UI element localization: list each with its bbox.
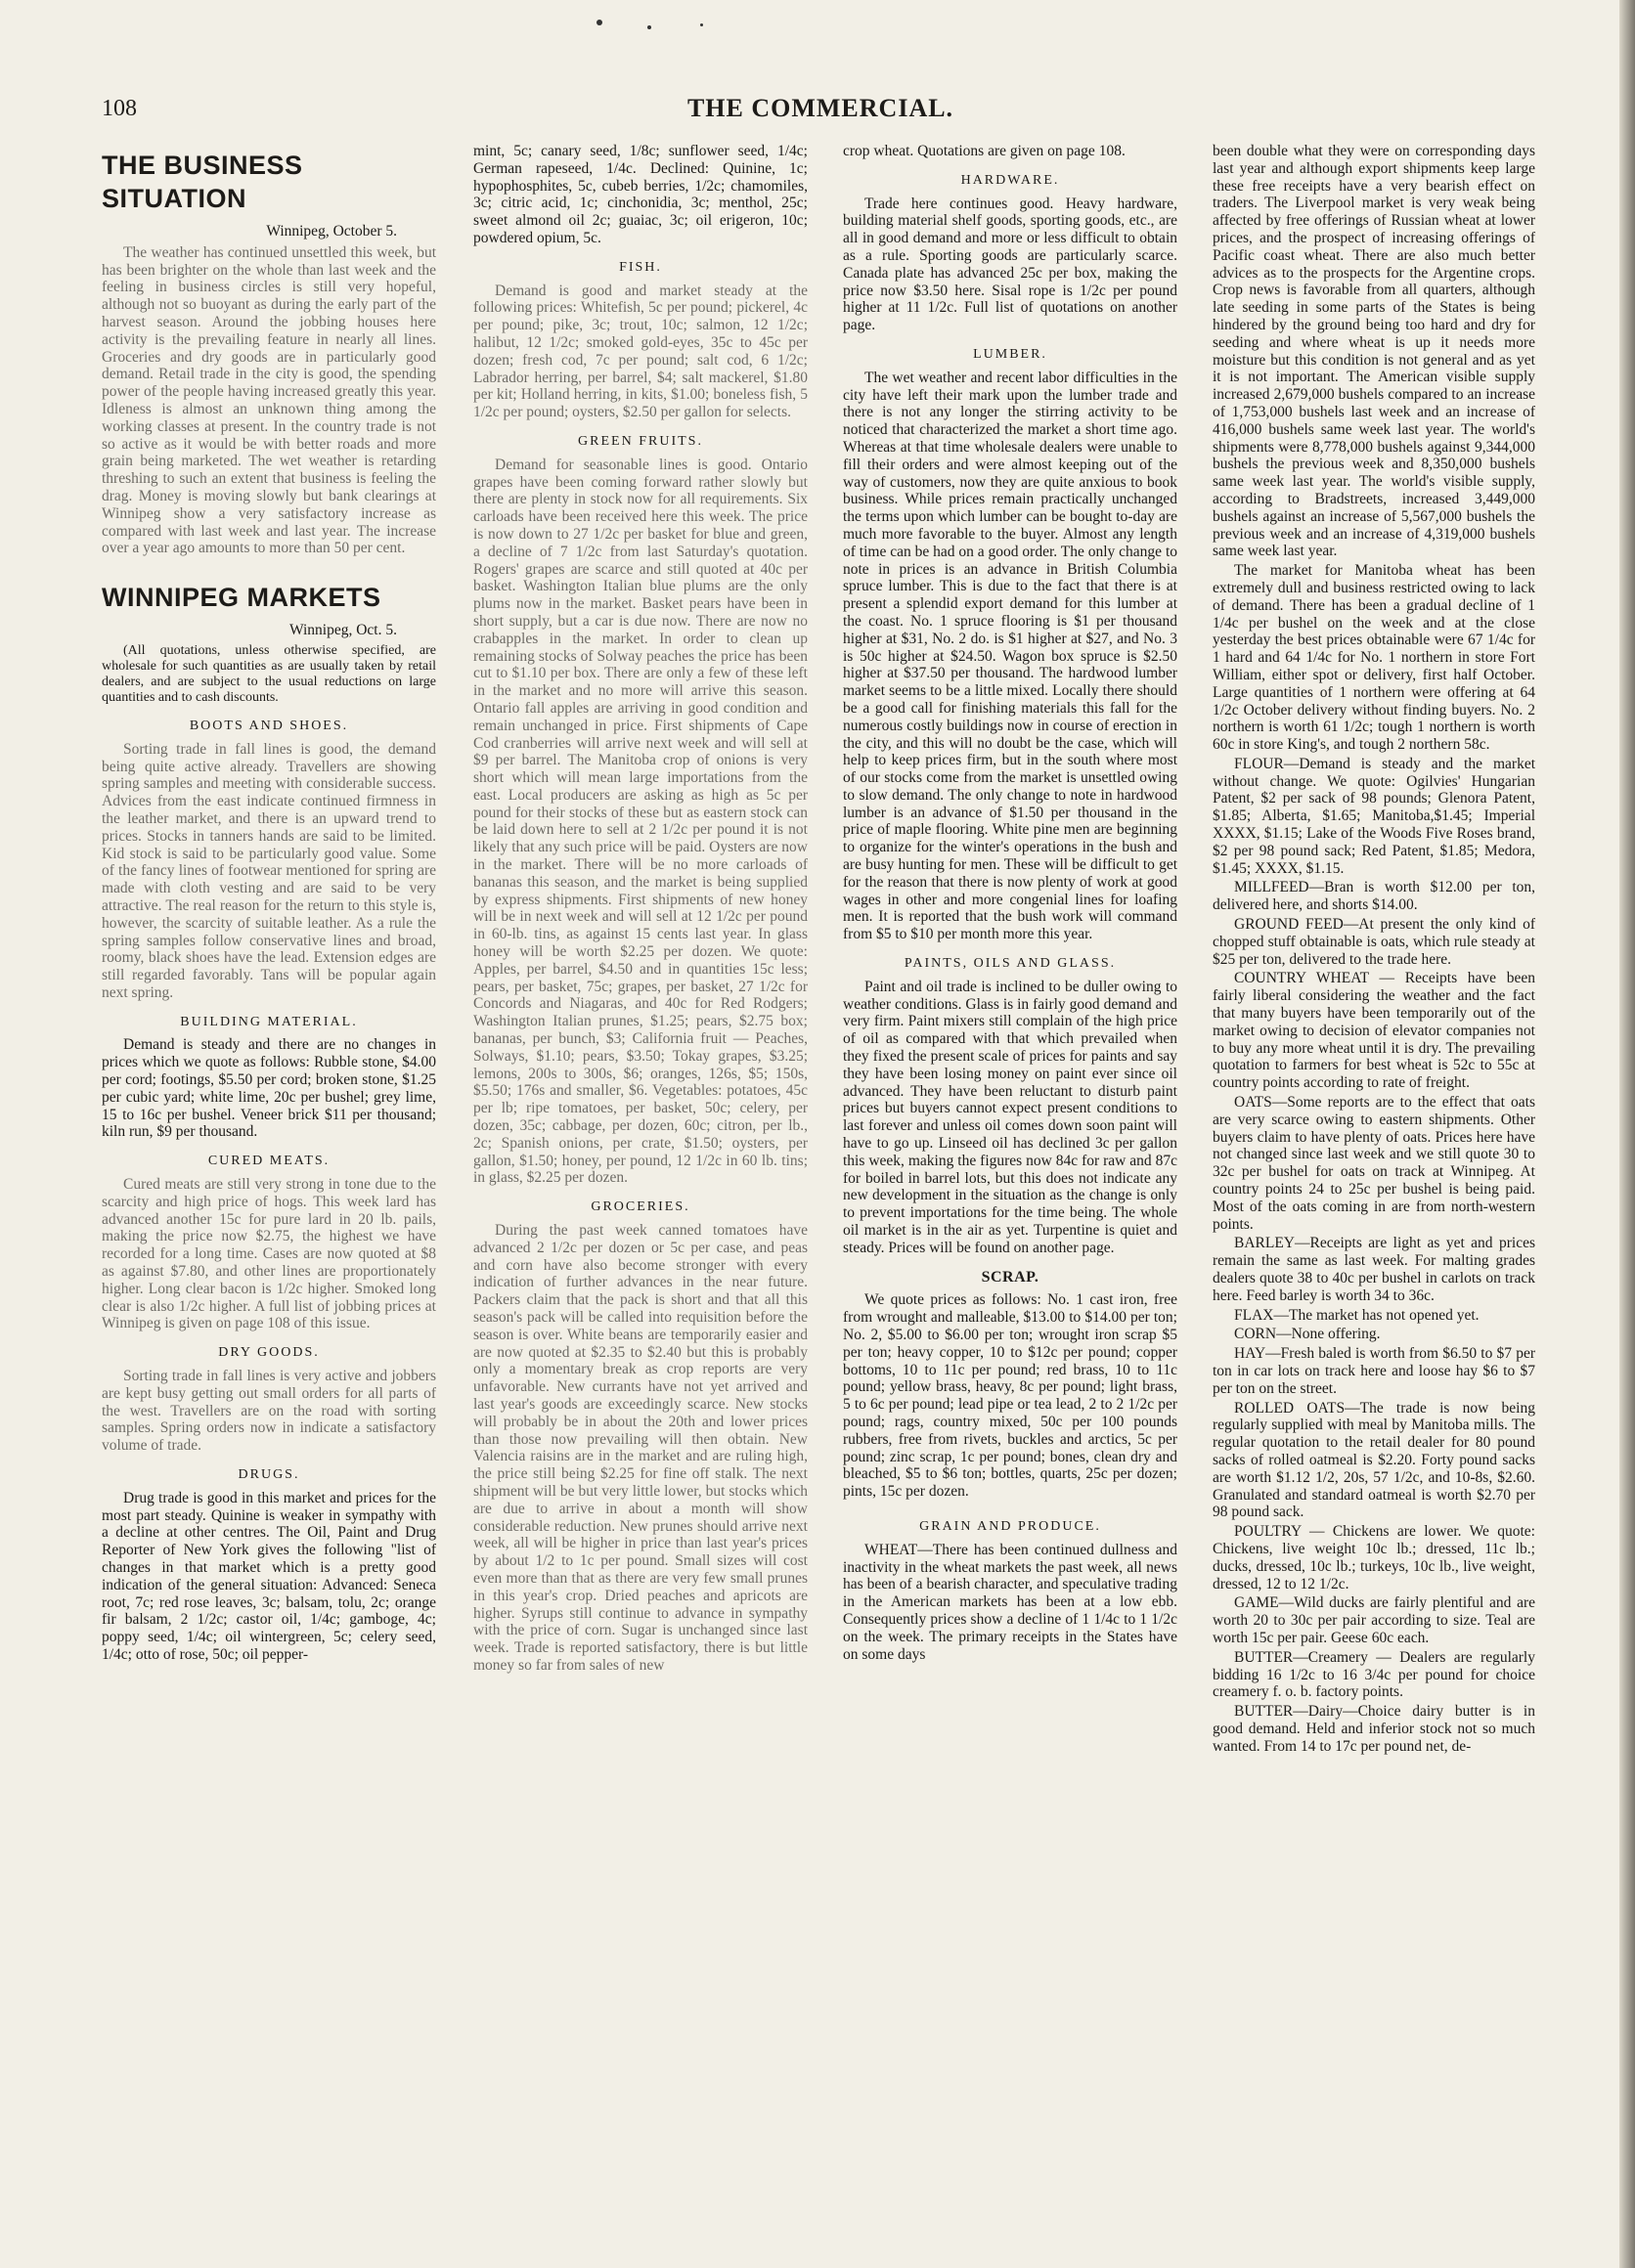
column-4 bbox=[1213, 143, 1535, 2245]
column-2 bbox=[473, 143, 808, 2245]
subhead-groceries: GROCERIES. bbox=[591, 1199, 690, 1215]
quotations-note: (All quotations, unless otherwise specified, are wholesale for such quantities as are usually taken by retail dealers, and are subject to the usual reductions on large quantities and to cash discounts. bbox=[102, 642, 436, 705]
business-article bbox=[102, 244, 436, 557]
section-title-business-situation: THE BUSINESS SITUATION bbox=[102, 151, 303, 213]
subhead-fish: FISH. bbox=[619, 259, 662, 275]
article-text: Demand for seasonable lines is good. Ontario grapes have been coming forward rather slowly but there are plenty in stock now for all requirements. Six carloads have been received here this week. The price is now down to 27 1/2c per basket for blue and green, a decline of 7 1/2c from last Saturday's quotation. Rogers' grapes are scarce and still quoted at 40c per basket. Washington Italian blue plums are the only plums now in the market. Basket pears have been in short supply, but a car is due now. There are now no crabapples in the market. In order to clean up remaining stocks of Solway peaches the price has been cut to $1.10 per box. There are only a few of these left in the market and no more will arrive this season. Ontario fall apples are arriving in good condition and remain unchanged in price. First shipments of Cape Cod cranberries will arrive next week and will sell at $9 per barrel. The Manitoba crop of onions is very short which will mean large importations from the east. Local producers are asking as high as 5c per pound for their stocks of these but as eastern stock can be laid down here to sell at 2 1/2c per pound it is not likely that any such price will be paid. Oysters are now in the market. There will be no more carloads of bananas this season, and the market is being supplied by express shipments. First shipments of new honey will be in next week and will sell at 12 1/2c per pound in 60-lb. tins, as against 15 cents last year. In glass honey will be worth $2.25 per dozen. We quote: Apples, per barrel, $4.50 and in quantities 15c less; pears, per basket, 75c; grapes, per basket, 27 1/2c for Concords and Niagaras, and 40c for Red Rodgers; Washington Italian prunes, $1.25; pears, $2.75 box; bananas, per bunch, $3; California fruit — Peaches, Solways, $1.10; pears, $3.50; Tokay grapes, $3.25; lemons, 200s to 300s, $6; oranges, 126s, $5; 150s, $5.50; 176s and smaller, $6. Vegetables: potatoes, 45c per lb; ripe tomatoes, per basket, 50c; celery, per dozen, 35c; cabbage, per dozen, 60c; citron, per lb., 2c; Spanish onions, per crate, $1.50; oysters, per gallon, $1.50; honey, per pound, 12 1/2c in 60 lb. tins; in glass, $2.25 per dozen. bbox=[473, 456, 808, 1187]
market-item-butter-creamery: BUTTER—Creamery — Dealers are regularly bidding 16 1/2c to 16 3/4c per pound for choice creamery f. o. b. factory points. bbox=[1213, 1648, 1535, 1701]
article-text: Demand is steady and there are no changes in prices which we quote as follows: Rubble stone, $4.00 per cord; footings, $5.50 per cord; broken stone, $1.25 per cubic yard; white lime, 20c per bushel; grey lime, 15 to 16c per bushel. Veneer brick $11 per thousand; kiln run, $9 per thousand. bbox=[102, 1036, 436, 1141]
page-header bbox=[102, 90, 1539, 123]
subhead-lumber: LUMBER. bbox=[973, 346, 1047, 362]
subhead-scrap: SCRAP. bbox=[981, 1268, 1039, 1286]
market-item-barley: BARLEY—Receipts are light as yet and prices remain the same as last week. For malting grades dealers quote 38 to 40c per bushel in carlots on track here. Feed barley is worth 34 to 36c. bbox=[1213, 1235, 1535, 1304]
dateline: Winnipeg, October 5. bbox=[266, 223, 397, 240]
article-text: Sorting trade in fall lines is good, the demand being quite active already. Travellers are showing spring samples and meeting with considerable success. Advices from the east indicate continued firmness in the leather market, and there is an upward trend to prices. Stocks in tanners hands are said to be limited. Kid stock is said to be particularly good value. Some of the fancy lines of footwear mentioned for spring are made with cloth vesting and are said to be very attractive. The real reason for the return to this style is, however, the scarcity of suitable leather. As a rule the spring samples follow conservative lines and broad, roomy, black shoes have the lead. Extension edges are still regarded favorably. Tans will be popular again next spring. bbox=[102, 740, 436, 1001]
market-item-butter-dairy: BUTTER—Dairy—Choice dairy butter is in good demand. Held and inferior stock not so much wanted. From 14 to 17c per pound net, de- bbox=[1213, 1703, 1535, 1755]
article-text: The wet weather and recent labor difficulties in the city have left their mark upon the lumber trade and there is not any longer the stirring activity to be noticed that characterized the market a short time ago. Whereas at that time wholesale dealers were unable to fill their orders and were almost keeping out of the way of customers, now they are quite anxious to book business. While prices remain practically unchanged the terms upon which lumber can be bought to-day are much more favorable to the buyer. Almost any length of time can be had on a good order. The only change to note in prices is an advance in British Columbia spruce lumber. This is due to the fact that there is at present a splendid export demand for this lumber at the coast. No. 1 spruce flooring is $1 per thousand higher at $31, No. 2 do. is $1 higher at $27, and No. 3 is 50c higher at $24.50. Wagon box spruce is $2.50 higher at $37.50 per thousand. The hardwood lumber market seems to be a little mixed. Locally there should be a good call for finishing materials this fall for the numerous costly buildings now in course of erection in the city, and this will no doubt be the case, which will help to keep prices firm, but in the south where most of our stocks come from the market is unsettled owing to slow demand. The only change to note in hardwood lumber is an advance of $1.50 per thousand in the price of maple flooring. White pine men are beginning to organize for the winter's operations in the bush and are busy hunting for men. These will be difficult to get for the reason that there is now plenty of work at good wages in other and more congenial lines for loafing men. It is reported that the bush work will command from $5 to $10 per month more this year. bbox=[843, 369, 1177, 943]
market-item-ground-feed: GROUND FEED—At present the only kind of chopped stuff obtainable is oats, which rule steady at $25 per ton, delivered to the trade here. bbox=[1213, 916, 1535, 968]
article-text: Demand is good and market steady at the following prices: Whitefish, 5c per pound; pickerel, 4c per pound; pike, 3c; trout, 10c; salmon, 12 1/2c; halibut, 12 1/2c; smoked gold-eyes, 35c to 45c per dozen; fresh cod, 7c per pound; salt cod, 6 1/2c; Labrador herring, per barrel, $4; salt mackerel, $1.80 per kit; Holland herring, in kits, $1.00; boneless fish, 5 1/2c per pound; oysters, $2.50 per gallon for selects. bbox=[473, 282, 808, 421]
section-title-winnipeg-markets: WINNIPEG MARKETS bbox=[102, 583, 381, 613]
market-item-flax: FLAX—The market has not opened yet. bbox=[1234, 1306, 1480, 1324]
article-text: The market for Manitoba wheat has been extremely dull and business restricted owing to lack of demand. There has been a gradual decline of 1 1/4c per bushel on the week and at the close yesterday the best prices obtainable were 67 1/4c for 1 hard and 64 1/4c for No. 1 northern in store Fort William, either spot or delivery, first half October. Large quantities of 1 northern were offering at 64 1/2c October delivery without finding buyers. No. 2 northern is worth 61 1/2c; tough 1 northern is worth 60c in store King's, and tough 2 northern 58c. bbox=[1213, 562, 1535, 754]
market-item-rolled-oats: ROLLED OATS—The trade is now being regularly supplied with meal by Manitoba mills. The regular quotation to the retail dealer for 80 pound sacks of rolled oatmeal is $2.20. Forty pound sacks are worth $1.12 1/2, 20s, 57 1/2c, and 10-8s, $2.60. Granulated and standard oatmeal is worth $2.70 per 98 pound sack. bbox=[1213, 1399, 1535, 1521]
market-item-corn: CORN—None offering. bbox=[1234, 1326, 1381, 1343]
subhead-boots-shoes: BOOTS AND SHOES. bbox=[189, 718, 349, 733]
subhead-building-material: BUILDING MATERIAL. bbox=[180, 1014, 358, 1029]
dateline: Winnipeg, Oct. 5. bbox=[288, 622, 397, 639]
market-item-oats: OATS—Some reports are to the effect that oats are very scarce owing to eastern shipments. Other buyers claim to have plenty of oats. Prices here have not changed since last week and we still quote 30 to 32c per bushel for oats on track at Winnipeg. At country points 24 to 25c per bushel is being paid. Most of the oats coming in are from north-western points. bbox=[1213, 1094, 1535, 1233]
speck-mark bbox=[597, 20, 602, 25]
subhead-cured-meats: CURED MEATS. bbox=[207, 1154, 331, 1169]
page-binding-edge bbox=[1619, 0, 1635, 2268]
article-text: The weather has continued unsettled this week, but has been brighter on the whole than last week and the feeling in business circles is still very hopeful, although not so buoyant as during the early part of the harvest season. Around the jobbing houses here activity is the prevailing feature in nearly all lines. Groceries and dry goods are in particularly good demand. Retail trade in the city is good, the spending power of the people having increased greatly this year. Idleness is almost an unknown thing among the working classes at present. In the country trade is not so active as it would be with better roads and more grain being marketed. The wet weather is retarding threshing to such an extent that business is feeling the drag. Money is moving slowly but bank clearings at Winnipeg show a very satisfactory increase as compared with last week and last year. The increase over a year ago amounts to more than 50 per cent. bbox=[102, 243, 436, 557]
market-item-game: GAME—Wild ducks are fairly plentiful and are worth 20 to 30c per pair according to size. Teal are worth 15c per pair. Geese 60c each. bbox=[1213, 1594, 1535, 1646]
publication-title: THE COMMERCIAL. bbox=[686, 94, 954, 122]
article-text: Paint and oil trade is inclined to be duller owing to weather conditions. Glass is in fairly good demand and very firm. Paint mixers still complain of the high price of oil as compared with that which prevailed when they fixed the present scale of prices for paints and say they have been losing money on paint ever since oil advanced. They have been reluctant to disturb paint prices but buyers cannot expect present conditions to last forever and unless oil comes down soon paint will have to go up. Linseed oil has declined 3c per gallon this week, making the figures now 84c for raw and 87c for boiled in barrel lots, but this does not indicate any new development in the situation as the change is only to prevent importations for the time being. The whole oil market is in the air as yet. Turpentine is quiet and steady. Prices will be found on another page. bbox=[843, 978, 1177, 1256]
article-text: Drug trade is good in this market and prices for the most part steady. Quinine is weaker in sympathy with a decline at other centres. The Oil, Paint and Drug Reporter of New York gives the following "list of changes in that market which is a pretty good indication of the general situation: Advanced: Seneca root, 7c; red rose leaves, 3c; balsam, tolu, 2c; orange fir balsam, 2 1/2c; castor oil, 1/4c; gamboge, 4c; poppy seed, 1/4c; oil wintergreen, 5c; celery seed, 1/4c; otto of rose, 50c; oil pepper- bbox=[102, 1489, 436, 1663]
article-text: During the past week canned tomatoes have advanced 2 1/2c per dozen or 5c per case, and peas and corn have also become stronger with every indication of further advances in the near future. Packers claim that the pack is short and that all this season's pack will be called into requisition before the season is over. White beans are temporarily easier and are now quoted at $2.35 to $2.40 but this is probably only a momentary break as crop reports are very unfavorable. New currants have not yet arrived and last year's goods are exceedingly scarce. New stocks will probably be in about the 20th and lower prices than those now prevailing will then obtain. New Valencia raisins are in the market and are ruling high, the price still being $2.25 for fine off stalk. The next shipment will be but very little lower, but stocks which are due to arrive in about a month will show considerable reduction. New prunes should arrive next week, all will be higher in price than last year's prices by about 1/2 to 1c per pound. Small sizes will cost even more than that as there are very few small prunes in this year's crop. Dried peaches and apricots are higher. Syrups still continue to advance in sympathy with the price of corn. Sugar is unchanged since last week. Trade is reported satisfactory, there is but little money so far from sales of new bbox=[473, 1222, 808, 1674]
market-item-poultry: POULTRY — Chickens are lower. We quote: Chickens, live weight 10c lb.; dressed, 11c lb.; ducks, dressed, 10c lb.; turkeys, 10c lb., live weight, dressed, 12 to 12 1/2c. bbox=[1213, 1523, 1535, 1592]
article-text: We quote prices as follows: No. 1 cast iron, free from wrought and malleable, $13.00 to $14.00 per ton; No. 2, $5.00 to $6.00 per ton; wrought iron scrap $5 per ton; heavy copper, 10 to $12c per pound; copper bottoms, 10 to 11c per pound; red brass, 10 to 11c pound; yellow brass, heavy, 8c per pound; light brass, 5 to 6c per pound; lead pipe or tea lead, 2 to 2 1/2c per pound; rags, country mixed, 50c per 100 pounds rubbers, free from rivets, buckles and arctics, 5c per pound; zinc scrap, 1c per pound; bones, clean dry and bleached, $5 to $6 ton; bottles, quarts, 25c per dozen; pints, 15c per dozen. bbox=[843, 1291, 1177, 1501]
speck-mark bbox=[700, 23, 703, 26]
article-text: WHEAT—There has been continued dullness and inactivity in the wheat markets the past week, all news has been of a bearish character, and speculative trading in the American markets has been at a low ebb. Consequently prices show a decline of 1 1/4c to 1 1/2c on the week. The primary receipts in the States have on some days bbox=[843, 1541, 1177, 1663]
subhead-drugs: DRUGS. bbox=[238, 1467, 300, 1483]
subhead-dry-goods: DRY GOODS. bbox=[218, 1345, 320, 1361]
article-text: mint, 5c; canary seed, 1/8c; sunflower seed, 1/4c; German rapeseed, 1/4c. Declined: Quinine, 1c; hypophosphites, 5c, cubeb berries, 1/2c; chamomiles, 3c; citric acid, 1c; cinchonidia, 3c; menthol, 25c; sweet almond oil 2c; guaiac, 3c; oil erigeron, 10c; powdered opium, 5c. bbox=[473, 143, 808, 246]
article-text: Cured meats are still very strong in tone due to the scarcity and high price of hogs. This week lard has advanced another 15c for pure lard in 20 lb. pails, making the price now $2.75, the highest we have recorded for a long time. Cases are now quoted at $8 as against $7.80, and other lines are proportionately higher. Long clear bacon is 1/2c higher. Smoked long clear is also 1/2c higher. A full list of jobbing prices at Winnipeg is given on page 108 of this issue. bbox=[102, 1176, 436, 1332]
market-item-country-wheat: COUNTRY WHEAT — Receipts have been fairly liberal considering the weather and the fact that many buyers have been temporarily out of the market owing to decision of elevator companies not to buy any more wheat until it is dry. The prevailing quotation to farmers for best wheat is 52c to 55c at country points according to rate of freight. bbox=[1213, 970, 1535, 1092]
market-item-millfeed: MILLFEED—Bran is worth $12.00 per ton, delivered here, and shorts $14.00. bbox=[1213, 879, 1535, 914]
page-number: 108 bbox=[102, 96, 137, 121]
column-3 bbox=[843, 143, 1177, 2245]
market-item-flour: FLOUR—Demand is steady and the market without change. We quote: Ogilvies' Hungarian Patent, $2 per sack of 98 pounds; Glenora Patent, $1.85; Alberta, $1.65; Manitoba,$1.45; Imperial XXXX, $1.15; Lake of the Woods Five Roses brand, $2 per 98 pound sack; Red Patent, $1.85; Medora, $1.45; XXXX, $1.15. bbox=[1213, 755, 1535, 877]
article-text: Trade here continues good. Heavy hardware, building material shelf goods, sporting goods, etc., are all in good demand and more or less difficult to obtain as a rule. Sporting goods are particularly scarce. Canada plate has advanced 25c per box, making the price now $3.50 here. Sisal rope is 1/2c per pound higher at 11 1/2c. Full list of quotations on another page. bbox=[843, 195, 1177, 334]
market-item-hay: HAY—Fresh baled is worth from $6.50 to $7 per ton in car lots on track here and loose hay $6 to $7 per ton on the street. bbox=[1213, 1345, 1535, 1397]
column-1 bbox=[102, 143, 436, 2245]
subhead-hardware: HARDWARE. bbox=[960, 172, 1060, 188]
article-text: Sorting trade in fall lines is very active and jobbers are kept busy getting out small orders for all parts of the west. Travellers are on the road with sorting samples. Spring orders now in indicate a satisfactory volume of trade. bbox=[102, 1368, 436, 1455]
article-text: been double what they were on corresponding days last year and although export shipments keep large these free receipts have a very bearish effect on traders. The Liverpool market is very weak being affected by free offerings of Russian wheat at lower prices, and the prospect of increasing offerings of Pacific coast wheat. There are also much better advices as to the prospects for the Argentine crops. Crop news is favorable from all quarters, although late seeding in some parts of the States is being hindered by the ground being too hard and dry for seeding and where wheat is up it needs more moisture but this condition is not general and as yet it is not important. The American visible supply increased 2,679,000 bushels compared to an increase of 1,753,000 bushels last week and an increase of 416,000 bushels same week last year. The world's shipments were 8,778,000 bushels against 9,344,000 bushels the previous week and 8,350,000 bushels same week last year. The world's visible supply, according to Bradstreets, increased 3,449,000 bushels against an increase of 5,567,000 bushels the previous week and an increase of 4,319,000 bushels same week last year. bbox=[1213, 143, 1535, 560]
speck-mark bbox=[647, 25, 651, 29]
subhead-green-fruits: GREEN FRUITS. bbox=[578, 433, 703, 449]
subhead-grain-produce: GRAIN AND PRODUCE. bbox=[919, 1518, 1101, 1534]
subhead-paints-oils-glass: PAINTS, OILS AND GLASS. bbox=[904, 956, 1117, 972]
article-text: crop wheat. Quotations are given on page 108. bbox=[843, 143, 1126, 159]
